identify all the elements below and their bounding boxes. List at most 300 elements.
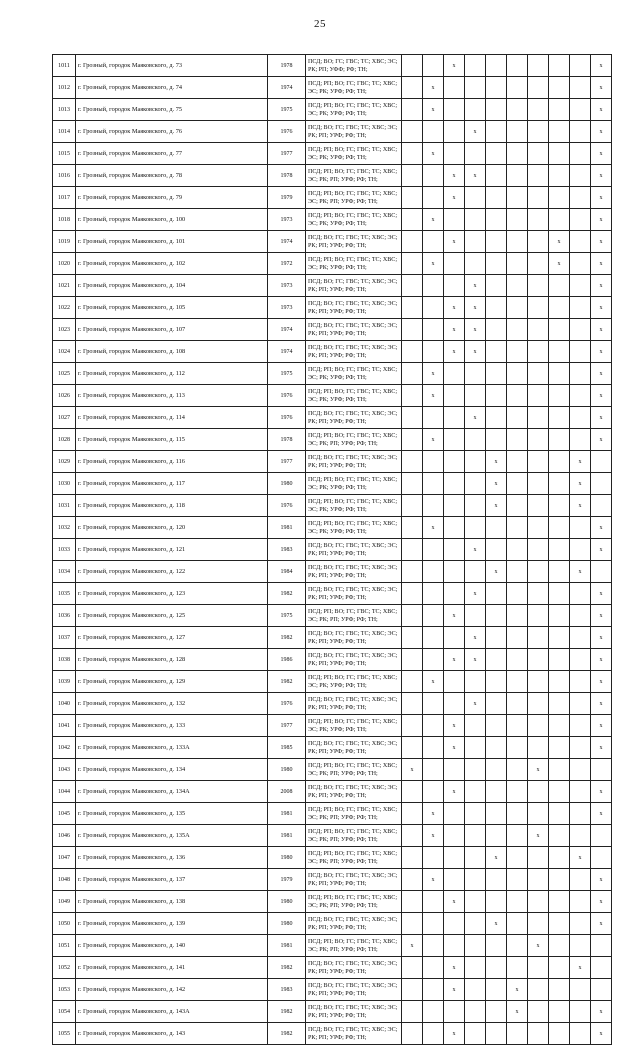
work-mark-cell <box>486 649 507 671</box>
table-row <box>53 605 612 627</box>
work-mark-cell <box>591 825 612 847</box>
work-mark-cell <box>507 803 528 825</box>
work-mark-cell <box>507 759 528 781</box>
work-mark-cell <box>486 517 507 539</box>
address-cell: г. Грозный, городок Маяковского, д. 77 <box>76 143 268 165</box>
work-mark-cell <box>444 77 465 99</box>
address-cell: г. Грозный, городок Маяковского, д. 75 <box>76 99 268 121</box>
work-mark-cell <box>549 803 570 825</box>
row-number-cell: 1045 <box>53 803 76 825</box>
work-mark-cell <box>444 825 465 847</box>
work-mark-cell <box>444 1001 465 1023</box>
work-mark-cell <box>507 253 528 275</box>
year-built-cell: 1977 <box>268 143 306 165</box>
work-mark-cell <box>591 473 612 495</box>
work-mark-cell <box>465 209 486 231</box>
work-mark-cell <box>423 341 444 363</box>
work-mark-cell <box>549 869 570 891</box>
work-mark-cell <box>465 99 486 121</box>
work-mark-cell <box>528 605 549 627</box>
work-mark-cell <box>570 627 591 649</box>
work-mark-cell <box>570 803 591 825</box>
table-row <box>53 341 612 363</box>
work-mark-cell <box>507 99 528 121</box>
work-mark-cell: x <box>465 407 486 429</box>
year-built-cell: 1978 <box>268 165 306 187</box>
year-built-cell: 1976 <box>268 407 306 429</box>
table-row <box>53 561 612 583</box>
work-mark-cell <box>570 583 591 605</box>
work-mark-cell <box>528 407 549 429</box>
address-cell: г. Грозный, городок Маяковского, д. 134А <box>76 781 268 803</box>
year-built-cell: 1982 <box>268 583 306 605</box>
row-number-cell: 1022 <box>53 297 76 319</box>
work-mark-cell <box>549 407 570 429</box>
work-mark-cell <box>549 825 570 847</box>
work-mark-cell <box>423 649 444 671</box>
work-mark-cell <box>444 99 465 121</box>
address-cell: г. Грозный, городок Маяковского, д. 143А <box>76 1001 268 1023</box>
work-mark-cell: x <box>465 627 486 649</box>
address-cell: г. Грозный, городок Маяковского, д. 140 <box>76 935 268 957</box>
systems-list-cell: ПСД; РП; ВО; ГС; ГВС; ТС; ХВС; ЭС; РК; УРФ; РФ; ТН; <box>306 99 402 121</box>
work-mark-cell <box>570 429 591 451</box>
work-mark-cell: x <box>423 517 444 539</box>
work-mark-cell <box>507 275 528 297</box>
row-number-cell: 1012 <box>53 77 76 99</box>
work-mark-cell <box>549 649 570 671</box>
work-mark-cell <box>465 363 486 385</box>
table-row <box>53 297 612 319</box>
work-mark-cell <box>486 605 507 627</box>
work-mark-cell: x <box>507 979 528 1001</box>
table-row <box>53 1023 612 1045</box>
year-built-cell: 1985 <box>268 737 306 759</box>
work-mark-cell <box>507 55 528 77</box>
table-row <box>53 1001 612 1023</box>
work-mark-cell <box>507 385 528 407</box>
work-mark-cell <box>528 913 549 935</box>
work-mark-cell <box>486 957 507 979</box>
work-mark-cell <box>549 429 570 451</box>
work-mark-cell <box>423 583 444 605</box>
work-mark-cell <box>528 539 549 561</box>
work-mark-cell: x <box>591 209 612 231</box>
work-mark-cell: x <box>570 847 591 869</box>
work-mark-cell <box>486 627 507 649</box>
work-mark-cell <box>423 407 444 429</box>
year-built-cell: 1976 <box>268 495 306 517</box>
work-mark-cell <box>423 847 444 869</box>
work-mark-cell <box>507 165 528 187</box>
work-mark-cell <box>402 77 423 99</box>
work-mark-cell <box>402 231 423 253</box>
systems-list-cell: ПСД; ВО; ГС; ГВС; ТС; ХВС; ЭС; РК; РП; УРФ; РФ; ТН; <box>306 407 402 429</box>
work-mark-cell <box>549 605 570 627</box>
work-mark-cell <box>507 825 528 847</box>
row-number-cell: 1055 <box>53 1023 76 1045</box>
row-number-cell: 1039 <box>53 671 76 693</box>
work-mark-cell: x <box>444 649 465 671</box>
row-number-cell: 1051 <box>53 935 76 957</box>
work-mark-cell <box>402 55 423 77</box>
work-mark-cell <box>465 759 486 781</box>
work-mark-cell <box>465 671 486 693</box>
work-mark-cell: x <box>486 847 507 869</box>
row-number-cell: 1037 <box>53 627 76 649</box>
work-mark-cell <box>402 495 423 517</box>
work-mark-cell: x <box>591 165 612 187</box>
work-mark-cell: x <box>591 363 612 385</box>
work-mark-cell <box>402 363 423 385</box>
address-cell: г. Грозный, городок Маяковского, д. 132 <box>76 693 268 715</box>
work-mark-cell: x <box>591 121 612 143</box>
table-row <box>53 495 612 517</box>
work-mark-cell <box>402 407 423 429</box>
work-mark-cell: x <box>423 385 444 407</box>
year-built-cell: 1986 <box>268 649 306 671</box>
year-built-cell: 1979 <box>268 869 306 891</box>
table-row <box>53 649 612 671</box>
table-row <box>53 451 612 473</box>
work-mark-cell: x <box>465 165 486 187</box>
work-mark-cell <box>402 143 423 165</box>
work-mark-cell <box>570 979 591 1001</box>
row-number-cell: 1027 <box>53 407 76 429</box>
work-mark-cell: x <box>591 143 612 165</box>
work-mark-cell: x <box>591 781 612 803</box>
systems-list-cell: ПСД; РП; ВО; ГС; ГВС; ТС; ХВС; ЭС; РК; РП; УРФ; РФ; ТН; <box>306 165 402 187</box>
address-cell: г. Грозный, городок Маяковского, д. 128 <box>76 649 268 671</box>
table-row <box>53 429 612 451</box>
work-mark-cell <box>528 55 549 77</box>
address-cell: г. Грозный, городок Маяковского, д. 108 <box>76 341 268 363</box>
work-mark-cell <box>402 825 423 847</box>
year-built-cell: 1973 <box>268 297 306 319</box>
address-cell: г. Грозный, городок Маяковского, д. 73 <box>76 55 268 77</box>
year-built-cell: 1980 <box>268 913 306 935</box>
table-row <box>53 517 612 539</box>
work-mark-cell <box>465 737 486 759</box>
work-mark-cell <box>549 99 570 121</box>
address-cell: г. Грозный, городок Маяковского, д. 74 <box>76 77 268 99</box>
work-mark-cell <box>444 363 465 385</box>
work-mark-cell <box>549 979 570 1001</box>
work-mark-cell <box>507 209 528 231</box>
work-mark-cell <box>402 891 423 913</box>
systems-list-cell: ПСД; ВО; ГС; ГВС; ТС; ХВС; ЭС; РК; РП; УРФ; РФ; ТН; <box>306 913 402 935</box>
work-mark-cell <box>528 209 549 231</box>
row-number-cell: 1048 <box>53 869 76 891</box>
table-row <box>53 319 612 341</box>
work-mark-cell <box>486 55 507 77</box>
work-mark-cell <box>570 517 591 539</box>
year-built-cell: 1976 <box>268 693 306 715</box>
work-mark-cell <box>402 99 423 121</box>
work-mark-cell <box>549 693 570 715</box>
work-mark-cell <box>507 363 528 385</box>
table-row <box>53 143 612 165</box>
work-mark-cell <box>507 187 528 209</box>
housing-registry-table <box>52 54 612 1045</box>
work-mark-cell <box>570 407 591 429</box>
work-mark-cell <box>423 561 444 583</box>
work-mark-cell <box>528 517 549 539</box>
work-mark-cell <box>423 759 444 781</box>
row-number-cell: 1050 <box>53 913 76 935</box>
work-mark-cell <box>528 869 549 891</box>
work-mark-cell: x <box>423 143 444 165</box>
table-row <box>53 979 612 1001</box>
work-mark-cell <box>591 935 612 957</box>
work-mark-cell <box>549 561 570 583</box>
work-mark-cell <box>486 781 507 803</box>
work-mark-cell <box>486 297 507 319</box>
work-mark-cell <box>465 847 486 869</box>
work-mark-cell <box>549 275 570 297</box>
work-mark-cell <box>570 737 591 759</box>
work-mark-cell <box>402 869 423 891</box>
work-mark-cell <box>528 781 549 803</box>
work-mark-cell <box>423 781 444 803</box>
row-number-cell: 1047 <box>53 847 76 869</box>
year-built-cell: 1974 <box>268 319 306 341</box>
row-number-cell: 1013 <box>53 99 76 121</box>
table-row <box>53 891 612 913</box>
work-mark-cell <box>402 693 423 715</box>
address-cell: г. Грозный, городок Маяковского, д. 135 <box>76 803 268 825</box>
work-mark-cell <box>423 275 444 297</box>
row-number-cell: 1023 <box>53 319 76 341</box>
row-number-cell: 1021 <box>53 275 76 297</box>
work-mark-cell <box>528 495 549 517</box>
work-mark-cell <box>465 979 486 1001</box>
work-mark-cell <box>528 671 549 693</box>
work-mark-cell: x <box>591 1023 612 1045</box>
work-mark-cell <box>528 275 549 297</box>
work-mark-cell <box>465 231 486 253</box>
year-built-cell: 1981 <box>268 935 306 957</box>
row-number-cell: 1043 <box>53 759 76 781</box>
work-mark-cell <box>549 759 570 781</box>
work-mark-cell <box>402 627 423 649</box>
year-built-cell: 1975 <box>268 363 306 385</box>
row-number-cell: 1016 <box>53 165 76 187</box>
work-mark-cell <box>486 385 507 407</box>
year-built-cell: 1974 <box>268 77 306 99</box>
work-mark-cell <box>402 165 423 187</box>
row-number-cell: 1033 <box>53 539 76 561</box>
work-mark-cell <box>591 979 612 1001</box>
work-mark-cell: x <box>507 1001 528 1023</box>
systems-list-cell: ПСД; ВО; ГС; ГВС; ТС; ХВС; ЭС; РК; РП; УРФ; РФ; ТН; <box>306 979 402 1001</box>
year-built-cell: 1980 <box>268 891 306 913</box>
row-number-cell: 1052 <box>53 957 76 979</box>
work-mark-cell: x <box>549 231 570 253</box>
work-mark-cell <box>402 297 423 319</box>
work-mark-cell <box>402 671 423 693</box>
work-mark-cell: x <box>465 297 486 319</box>
systems-list-cell: ПСД; РП; ВО; ГС; ГВС; ТС; ХВС; ЭС; РК; РП; УРФ; РФ; ТН; <box>306 605 402 627</box>
work-mark-cell <box>486 891 507 913</box>
systems-list-cell: ПСД; РП; ВО; ГС; ГВС; ТС; ХВС; ЭС; РК; РП; УРФ; РФ; ТН; <box>306 847 402 869</box>
work-mark-cell: x <box>528 759 549 781</box>
work-mark-cell: x <box>570 957 591 979</box>
work-mark-cell <box>591 451 612 473</box>
work-mark-cell <box>528 99 549 121</box>
year-built-cell: 1983 <box>268 979 306 1001</box>
work-mark-cell <box>591 759 612 781</box>
work-mark-cell: x <box>486 473 507 495</box>
row-number-cell: 1053 <box>53 979 76 1001</box>
work-mark-cell <box>570 253 591 275</box>
systems-list-cell: ПСД; РП; ВО; ГС; ГВС; ТС; ХВС; ЭС; РК; УРФ; РФ; ТН; <box>306 253 402 275</box>
work-mark-cell <box>486 165 507 187</box>
table-row <box>53 77 612 99</box>
work-mark-cell: x <box>591 913 612 935</box>
work-mark-cell <box>528 1001 549 1023</box>
address-cell: г. Грозный, городок Маяковского, д. 107 <box>76 319 268 341</box>
year-built-cell: 1973 <box>268 275 306 297</box>
work-mark-cell: x <box>465 649 486 671</box>
work-mark-cell <box>465 869 486 891</box>
systems-list-cell: ПСД; ВО; ГС; ГВС; ТС; ХВС; ЭС; РК; РП; УРФ; РФ; ТН; <box>306 693 402 715</box>
year-built-cell: 2008 <box>268 781 306 803</box>
work-mark-cell <box>528 891 549 913</box>
address-cell: г. Грозный, городок Маяковского, д. 115 <box>76 429 268 451</box>
work-mark-cell <box>444 121 465 143</box>
work-mark-cell <box>465 451 486 473</box>
work-mark-cell <box>486 209 507 231</box>
year-built-cell: 1981 <box>268 825 306 847</box>
work-mark-cell: x <box>591 429 612 451</box>
systems-list-cell: ПСД; ВО; ГС; ГВС; ТС; ХВС; ЭС; РК; РП; УРФ; РФ; ТН; <box>306 583 402 605</box>
work-mark-cell: x <box>402 935 423 957</box>
work-mark-cell <box>465 715 486 737</box>
work-mark-cell: x <box>465 319 486 341</box>
work-mark-cell <box>528 341 549 363</box>
address-cell: г. Грозный, городок Маяковского, д. 123 <box>76 583 268 605</box>
work-mark-cell <box>528 121 549 143</box>
work-mark-cell <box>486 319 507 341</box>
work-mark-cell <box>570 781 591 803</box>
table-row <box>53 363 612 385</box>
systems-list-cell: ПСД; ВО; ГС; ГВС; ТС; ХВС; ЭС; РК; РП; УРФ; РФ; ТН; <box>306 319 402 341</box>
work-mark-cell <box>465 429 486 451</box>
work-mark-cell: x <box>444 957 465 979</box>
work-mark-cell <box>507 121 528 143</box>
year-built-cell: 1977 <box>268 451 306 473</box>
work-mark-cell <box>528 253 549 275</box>
address-cell: г. Грозный, городок Маяковского, д. 121 <box>76 539 268 561</box>
work-mark-cell <box>423 55 444 77</box>
row-number-cell: 1040 <box>53 693 76 715</box>
work-mark-cell <box>444 847 465 869</box>
row-number-cell: 1035 <box>53 583 76 605</box>
work-mark-cell <box>570 693 591 715</box>
work-mark-cell <box>549 715 570 737</box>
work-mark-cell <box>486 979 507 1001</box>
row-number-cell: 1049 <box>53 891 76 913</box>
work-mark-cell <box>549 627 570 649</box>
work-mark-cell <box>507 297 528 319</box>
work-mark-cell: x <box>423 825 444 847</box>
year-built-cell: 1982 <box>268 627 306 649</box>
address-cell: г. Грозный, городок Маяковского, д. 143 <box>76 1023 268 1045</box>
work-mark-cell <box>528 165 549 187</box>
work-mark-cell <box>486 825 507 847</box>
work-mark-cell <box>549 187 570 209</box>
row-number-cell: 1046 <box>53 825 76 847</box>
work-mark-cell <box>465 473 486 495</box>
work-mark-cell <box>465 385 486 407</box>
systems-list-cell: ПСД; РП; ВО; ГС; ГВС; ТС; ХВС; ЭС; РК; РП; УРФ; РФ; ТН; <box>306 803 402 825</box>
work-mark-cell <box>549 737 570 759</box>
work-mark-cell <box>423 473 444 495</box>
row-number-cell: 1034 <box>53 561 76 583</box>
work-mark-cell <box>591 957 612 979</box>
work-mark-cell <box>528 803 549 825</box>
work-mark-cell <box>402 979 423 1001</box>
work-mark-cell <box>591 847 612 869</box>
work-mark-cell <box>402 473 423 495</box>
table-row <box>53 847 612 869</box>
work-mark-cell <box>549 913 570 935</box>
work-mark-cell <box>591 561 612 583</box>
work-mark-cell <box>549 209 570 231</box>
work-mark-cell <box>486 253 507 275</box>
work-mark-cell <box>465 495 486 517</box>
work-mark-cell <box>570 187 591 209</box>
work-mark-cell: x <box>570 561 591 583</box>
work-mark-cell <box>570 935 591 957</box>
year-built-cell: 1982 <box>268 957 306 979</box>
work-mark-cell <box>402 275 423 297</box>
work-mark-cell <box>507 847 528 869</box>
work-mark-cell <box>444 451 465 473</box>
work-mark-cell <box>423 979 444 1001</box>
work-mark-cell <box>549 891 570 913</box>
work-mark-cell: x <box>465 539 486 561</box>
work-mark-cell <box>444 561 465 583</box>
work-mark-cell: x <box>465 693 486 715</box>
work-mark-cell <box>528 737 549 759</box>
work-mark-cell <box>423 319 444 341</box>
work-mark-cell <box>444 759 465 781</box>
work-mark-cell <box>507 957 528 979</box>
work-mark-cell: x <box>528 935 549 957</box>
work-mark-cell <box>549 781 570 803</box>
work-mark-cell <box>570 341 591 363</box>
table-row <box>53 693 612 715</box>
work-mark-cell <box>549 385 570 407</box>
table-row <box>53 407 612 429</box>
work-mark-cell <box>528 979 549 1001</box>
work-mark-cell <box>486 671 507 693</box>
work-mark-cell <box>465 825 486 847</box>
work-mark-cell <box>402 649 423 671</box>
work-mark-cell <box>570 99 591 121</box>
work-mark-cell: x <box>591 583 612 605</box>
work-mark-cell <box>402 1001 423 1023</box>
work-mark-cell <box>570 891 591 913</box>
work-mark-cell <box>402 781 423 803</box>
address-cell: г. Грозный, городок Маяковского, д. 125 <box>76 605 268 627</box>
address-cell: г. Грозный, городок Маяковского, д. 105 <box>76 297 268 319</box>
work-mark-cell: x <box>444 891 465 913</box>
work-mark-cell: x <box>591 231 612 253</box>
work-mark-cell <box>444 473 465 495</box>
